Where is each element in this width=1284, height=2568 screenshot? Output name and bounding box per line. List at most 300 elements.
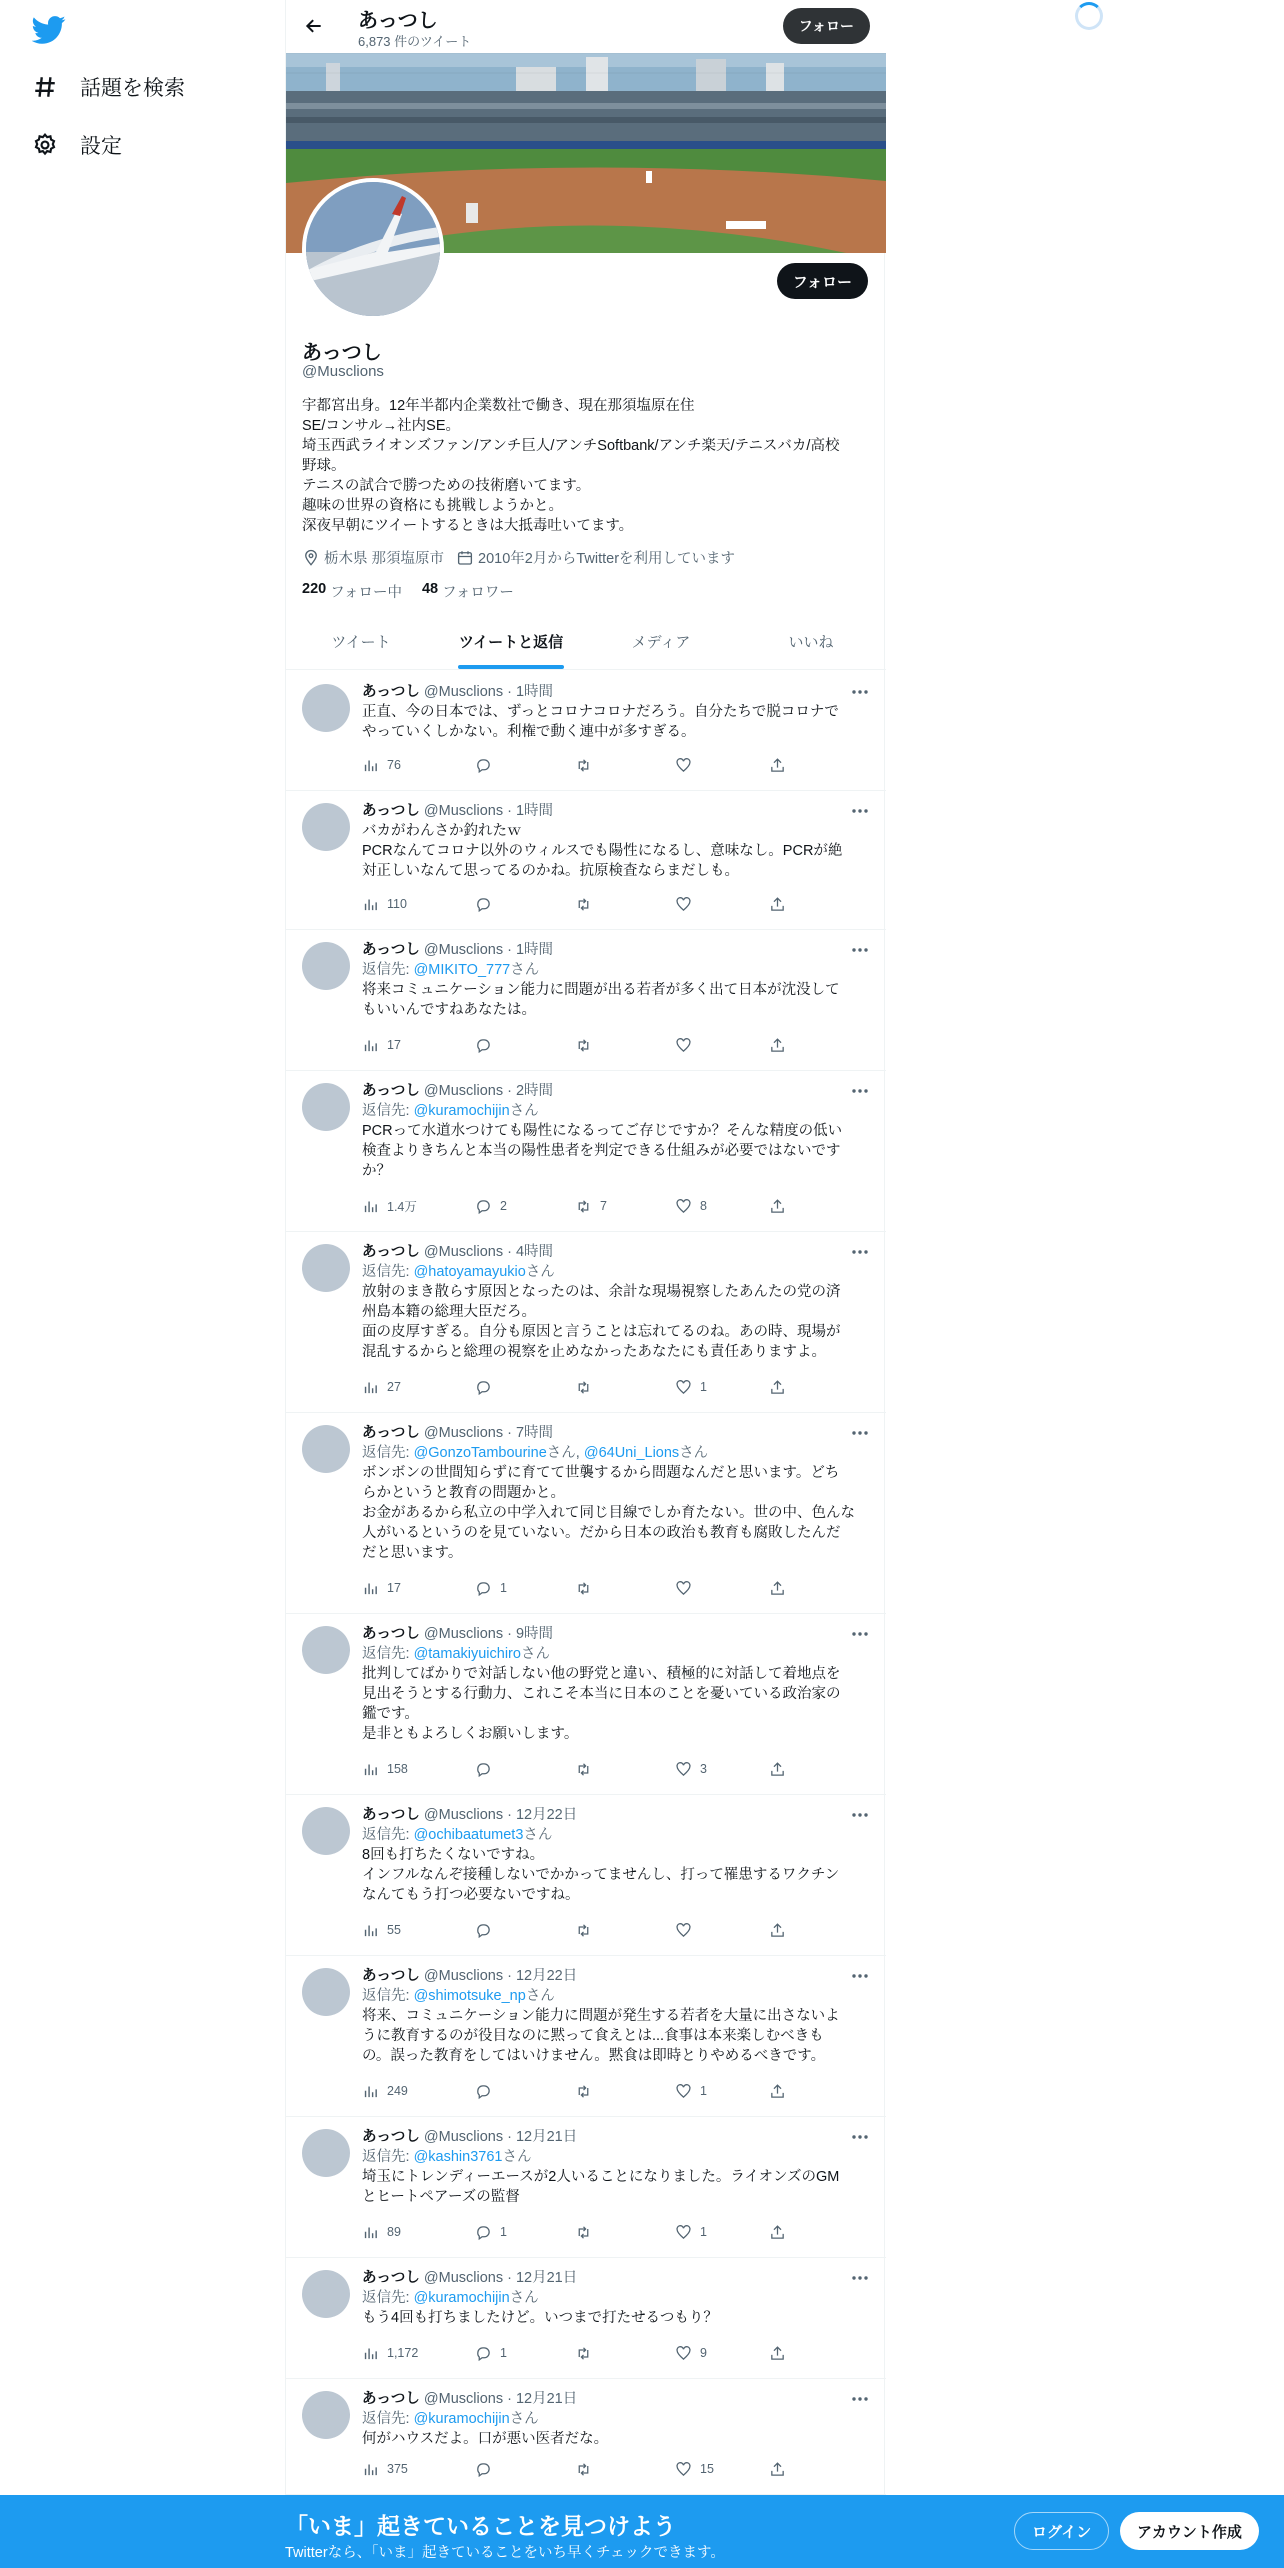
avatar[interactable] [302,1807,350,1855]
tweet-text-line: バカがわんさか釣れたｗ [362,823,522,839]
views-icon [362,1761,387,1778]
bio-line: 趣味の世界の資格にも挑戦しようかと。 [302,498,563,514]
reply-to-suffix: さん [509,2411,539,2427]
heart-icon [675,2224,700,2241]
tweet-actions [362,755,792,775]
tweet-text [362,1282,870,1362]
bio-line: 埼玉西武ライオンズファン/アンチ巨人/アンチSoftbank/アンチ楽天/テニスバカ/高校 [302,438,840,454]
views-count: 375 [387,2462,408,2476]
tweet[interactable] [286,2117,886,2258]
views-icon [362,1922,387,1939]
profile-meta [302,547,735,568]
tweet-author-name[interactable]: あっつし [362,1083,420,1099]
tweet-body [362,682,870,742]
reply-to-mention[interactable]: @MIKITO_777 [413,962,511,978]
views-button[interactable] [362,2222,401,2242]
tweet-body [362,1805,870,1905]
tweet-header [362,1805,870,1825]
tweet-text [362,821,870,881]
tweet-text-line: 検査よりきちんと本当の陽性患者を判定できる仕組みが必要ではないです [362,1143,841,1159]
likes-button[interactable] [675,755,700,775]
views-icon [362,757,387,774]
heart-icon [675,1580,700,1597]
reply-to-prefix: 返信先: [362,2149,414,2165]
views-button[interactable] [362,1759,408,1779]
replies-button[interactable] [475,1759,500,1779]
tweet-header [362,801,870,821]
likes-button[interactable] [675,1578,700,1598]
tweet[interactable] [286,672,886,791]
tab-likes[interactable]: いいね [788,634,834,651]
reply-icon [475,2345,500,2362]
tweet-text [362,1463,870,1563]
tweet-handle-time[interactable]: @Musclions · 9時間 [423,1626,554,1642]
avatar[interactable] [302,684,350,732]
share-icon [769,896,794,913]
like-count: 9 [700,2346,707,2360]
tweet-header [362,1081,870,1101]
views-icon [362,896,387,913]
followers-link[interactable] [422,581,514,602]
tweet-actions [362,1035,792,1055]
bio-line: 野球。 [302,458,346,474]
heart-icon [675,2083,700,2100]
retweets-button[interactable] [575,2459,600,2479]
views-icon [362,1379,387,1396]
likes-button[interactable] [675,1759,707,1779]
tweet-text-line: 8回も打ちたくないですね。 [362,1847,545,1863]
tweet-header [362,1624,870,1644]
share-icon [769,1198,794,1215]
share-icon [769,2461,794,2478]
signup-button[interactable]: アカウント作成 [1120,2512,1259,2550]
reply-to-mention[interactable]: @shimotsuke_np [413,1988,526,2004]
reply-to-mention[interactable]: @kuramochijin [413,2290,510,2306]
tweet-body [362,1081,870,1181]
views-icon [362,1037,387,1054]
tweet-author-name[interactable]: あっつし [362,1626,420,1642]
replies-button[interactable] [475,1035,500,1055]
views-button[interactable] [362,1377,401,1397]
views-button[interactable] [362,894,407,914]
views-count: 17 [387,1038,401,1052]
views-count: 1.4万 [387,1200,417,1214]
profile-avatar[interactable] [302,178,444,320]
share-icon [769,1580,794,1597]
tweet-text-line: 見出そうとする行動力、これこそ本当に日本のことを憂いている政治家の [362,1686,841,1702]
tweet-header [362,1966,870,1986]
tweet[interactable] [286,1232,886,1413]
reply-to-suffix: さん [525,1988,555,2004]
tweet-handle-time[interactable]: @Musclions · 1時間 [423,942,554,958]
tweet-text [362,2308,870,2328]
tweet-header [362,2389,870,2409]
reply-to-prefix: 返信先: [362,1264,414,1280]
reply-to-suffix: さん [546,1445,576,1461]
tweet-text [362,2006,870,2066]
heart-icon [675,896,700,913]
reply-icon [475,1379,500,1396]
retweets-button[interactable] [575,1759,600,1779]
share-button[interactable] [769,1377,794,1397]
views-button[interactable] [362,1578,401,1598]
views-icon [362,1580,387,1597]
avatar[interactable] [302,2270,350,2318]
tweet-author-name[interactable]: あっつし [362,942,420,958]
views-icon [362,2224,387,2241]
reply-to-mention[interactable]: @tamakiyuichiro [413,1646,521,1662]
reply-icon [475,1761,500,1778]
reply-to-suffix: さん [679,1445,709,1461]
followers-count: 48 [421,581,439,597]
profile-location: 栃木県 那須塩原市 [324,551,445,567]
tweet-text-line: お金があるから私立の中学入れて同じ目線でしか育たない。世の中、色んな [362,1505,855,1521]
views-count: 110 [387,897,407,911]
likes-button[interactable] [675,2081,707,2101]
tweet-author-name[interactable]: あっつし [362,2270,420,2286]
tweet-text [362,980,870,1020]
tweet-author-name[interactable]: あっつし [362,1425,420,1441]
nav-settings-label: 設定 [80,135,122,158]
reply-to-line [362,1825,870,1845]
tweet-text-line: なんてもう打つ必要ないですね。 [362,1887,580,1903]
avatar[interactable] [302,803,350,851]
bio-line: 深夜早朝にツイートするときは大抵毒吐いてます。 [302,518,634,534]
views-button[interactable] [362,2081,408,2101]
login-button[interactable]: ログイン [1014,2512,1109,2550]
tweet-text [362,2429,870,2449]
tweet-handle-time[interactable]: @Musclions · 1時間 [423,803,554,819]
tweet-text-line: インフルなんぞ接種しないでかかってませんし、打って罹患するワクチン [362,1867,840,1883]
tweet-text-line: 批判してばかりで対話しない他の野党と違い、積極的に対話して着地点を [362,1666,841,1682]
reply-to-suffix: さん [509,2290,539,2306]
retweet-count: 7 [600,1199,607,1213]
replies-button[interactable] [475,2081,500,2101]
reply-to-mention[interactable]: @64Uni_Lions [583,1445,680,1461]
back-button[interactable] [296,8,332,44]
views-count: 55 [387,1923,401,1937]
twitter-logo-icon[interactable] [32,12,66,46]
tweet-text-line: やっていくしかない。利権で動く連中が多すぎる。 [362,724,696,740]
retweets-button[interactable] [575,894,600,914]
tweet-text-line: 人がいるというのを見ていない。だから日本の政治も教育も腐敗したんだ [362,1525,841,1541]
following-label: フォロー中 [330,585,402,601]
reply-count: 1 [500,2225,507,2239]
reply-to-line [362,2288,870,2308]
share-button[interactable] [769,2343,794,2363]
views-button[interactable] [362,2343,418,2363]
like-count: 1 [700,1380,707,1394]
header-follow-button[interactable]: フォロー [783,8,870,44]
share-icon [769,2083,794,2100]
bio-line: SE/コンサル→社内SE。 [302,418,460,434]
likes-button[interactable] [675,2343,707,2363]
likes-button[interactable] [675,1035,700,1055]
views-button[interactable] [362,1920,401,1940]
profile-follow-button[interactable]: フォロー [777,263,868,299]
tweet-text [362,2167,870,2207]
tweet-text-line: 面の皮厚すぎる。自分も原因と言うことは忘れてるのね。あの時、現場が [362,1324,841,1340]
share-icon [769,1922,794,1939]
reply-to-mention[interactable]: @hatoyamayukio [413,1264,526,1280]
reply-icon [475,2083,500,2100]
views-button[interactable] [362,1035,401,1055]
avatar[interactable] [302,2391,350,2439]
reply-icon [475,2461,500,2478]
reply-to-suffix: さん [502,2149,532,2165]
heart-icon [675,1198,700,1215]
like-count: 8 [700,1199,707,1213]
tweet[interactable] [286,1413,886,1614]
tweet-text-line: 州島本籍の総理大臣だろ。 [362,1304,536,1320]
reply-to-mention[interactable]: @kuramochijin [413,1103,510,1119]
tweet-text-line: 将来、コミュニケーション能力に問題が発生する若者を大量に出さないよ [362,2008,840,2024]
tweet-body [362,2127,870,2207]
profile-name: あっつし [302,342,382,364]
signup-banner-subtitle: Twitterなら、「いま」起きていることをいち早くチェックできます。 [285,2545,725,2561]
replies-button[interactable] [475,755,500,775]
tweet-author-name[interactable]: あっつし [362,803,420,819]
reply-icon [475,1037,500,1054]
views-count: 89 [387,2225,401,2239]
tweet-author-name[interactable]: あっつし [362,1244,420,1260]
retweet-icon [575,2461,600,2478]
retweets-button[interactable] [575,1578,600,1598]
likes-button[interactable] [675,894,700,914]
replies-button[interactable] [475,894,500,914]
retweets-button[interactable] [575,1035,600,1055]
share-icon [769,2224,794,2241]
views-icon [362,2083,387,2100]
reply-to-mention[interactable]: @GonzoTambourine [413,1445,547,1461]
profile-joined: 2010年2月からTwitterを利用しています [478,551,736,567]
views-count: 76 [387,758,401,772]
tweet-text-line: とヒートペアーズの監督 [362,2189,520,2205]
views-count: 27 [387,1380,401,1394]
share-button[interactable] [769,1578,794,1598]
reply-to-prefix: 返信先: [362,1445,414,1461]
tweet-handle-time[interactable]: @Musclions · 12月21日 [423,2270,578,2286]
tweet-handle-time[interactable]: @Musclions · 1時間 [423,684,554,700]
profile-handle: @Musclions [302,363,384,380]
replies-button[interactable] [475,1920,500,1940]
heart-icon [675,2461,700,2478]
tweet-text-line: 放射のまき散らす原因となったのは、余計な現場視察したあんたの党の済 [362,1284,841,1300]
retweets-button[interactable] [575,1196,607,1216]
tweet-actions [362,2081,792,2101]
reply-to-mention[interactable]: @kashin3761 [413,2149,503,2165]
avatar[interactable] [302,1244,350,1292]
tweet[interactable] [286,2258,886,2379]
reply-to-prefix: 返信先: [362,1646,414,1662]
reply-to-line [362,1986,870,2006]
retweets-button[interactable] [575,2343,600,2363]
tweet-header [362,1242,870,1262]
retweet-icon [575,757,600,774]
tweet-text-line: ボンボンの世間知らずに育てて世襲するから問題なんだと思います。どち [362,1465,840,1481]
reply-count: 2 [500,1199,507,1213]
heart-icon [675,757,700,774]
avatar[interactable] [302,2129,350,2177]
views-icon [362,2345,387,2362]
reply-to-mention[interactable]: @ochibaatumet3 [413,1827,524,1843]
share-button[interactable] [769,1035,794,1055]
nav-explore[interactable] [32,65,185,109]
reply-to-line: 返信先: @GonzoTambourineさん, @64Uni_Lionsさん [362,1445,709,1461]
tweet-text-line: 埼玉にトレンディーエースが2人いることになりました。ライオンズのGM [362,2169,840,2185]
tweet-text-line: うに教育するのが役目なのに黙って食えとは...食事は本来楽しむべきも [362,2028,824,2044]
tweet-author-name[interactable]: あっつし [362,2129,420,2145]
tweet-actions [362,2222,792,2242]
replies-button[interactable] [475,1578,507,1598]
share-icon [769,757,794,774]
views-button[interactable] [362,755,401,775]
tab-tweets[interactable]: ツイート [331,634,391,651]
likes-button[interactable] [675,2459,714,2479]
reply-icon [475,2224,500,2241]
retweets-button[interactable] [575,2222,600,2242]
bio-line: 宇都宮出身。12年半都内企業数社で働き、現在那須塩原在住 [302,398,695,414]
views-icon [362,2461,387,2478]
tweet-text-line: の。誤った教育をしてはいけません。黙食は即時とりやめるべきです。 [362,2048,826,2064]
reply-icon [475,896,500,913]
like-count: 15 [700,2462,714,2476]
views-button[interactable] [362,1196,417,1216]
tweet-author-name[interactable]: あっつし [362,684,420,700]
likes-button[interactable] [675,1920,700,1940]
tab-media[interactable]: メディア [631,634,691,651]
reply-to-line [362,1644,870,1664]
share-button[interactable] [769,1759,794,1779]
calendar-icon [456,549,474,567]
tab-tweets-and-replies[interactable]: ツイートと返信 [436,614,586,669]
tweet-handle-time[interactable]: @Musclions · 12月22日 [423,1807,578,1823]
share-icon [769,1037,794,1054]
avatar[interactable] [302,1425,350,1473]
avatar[interactable] [302,1626,350,1674]
following-link[interactable] [302,581,402,602]
profile-tabs [286,614,886,670]
tweet-actions [362,1759,792,1779]
tweet-handle-time[interactable]: @Musclions · 2時間 [423,1083,554,1099]
reply-count: 1 [500,1581,507,1595]
tweet-body [362,2389,870,2449]
tweet-handle-time[interactable]: @Musclions · 12月22日 [423,1968,578,1984]
tweet-author-name[interactable]: あっつし [362,1807,420,1823]
views-count: 249 [387,2084,408,2098]
share-icon [769,2345,794,2362]
replies-button[interactable] [475,1196,507,1216]
tweet-text-line: か？ [362,1163,391,1179]
profile-header-bar [286,0,886,53]
avatar[interactable] [302,1968,350,2016]
share-button[interactable] [769,1920,794,1940]
reply-to-suffix: さん [523,1827,553,1843]
arrow-left-icon [304,16,324,36]
tweet[interactable] [286,1614,886,1795]
retweets-button[interactable] [575,1377,600,1397]
reply-to-line [362,960,870,980]
tweet[interactable] [286,2379,886,2495]
tweet[interactable] [286,791,886,930]
tweet-text-line: 是非ともよろしくお願いします。 [362,1726,579,1742]
tweet-handle-time[interactable]: @Musclions · 12月21日 [423,2129,578,2145]
tweet[interactable] [286,1956,886,2117]
tweet-handle-time[interactable]: @Musclions · 4時間 [423,1244,554,1260]
tweet-actions [362,1196,792,1216]
replies-button[interactable] [475,2459,500,2479]
tweet[interactable] [286,1071,886,1232]
share-button[interactable] [769,2081,794,2101]
likes-button[interactable] [675,1377,707,1397]
tweet[interactable] [286,1795,886,1956]
header-tweet-count: 6,873 件のツイート [358,34,472,49]
likes-button[interactable] [675,1196,707,1216]
likes-button[interactable] [675,2222,707,2242]
replies-button[interactable] [475,2222,507,2242]
avatar[interactable] [302,942,350,990]
profile-bio [302,396,872,536]
views-button[interactable] [362,2459,408,2479]
share-button[interactable] [769,1196,794,1216]
like-count: 1 [700,2225,707,2239]
retweet-icon [575,1037,600,1054]
retweets-button[interactable] [575,2081,600,2101]
replies-button[interactable] [475,1377,500,1397]
tweet-handle-time[interactable]: @Musclions · 12月21日 [423,2391,578,2407]
heart-icon [675,1761,700,1778]
replies-button[interactable] [475,2343,507,2363]
tweet-handle-time[interactable]: @Musclions · 7時間 [423,1425,554,1441]
retweets-button[interactable] [575,755,600,775]
tweet-text-line: 何がハウスだよ。口が悪い医者だな。 [362,2431,609,2447]
tweet-author-name[interactable]: あっつし [362,1968,420,1984]
avatar[interactable] [302,1083,350,1131]
views-count: 17 [387,1581,401,1595]
heart-icon [675,1922,700,1939]
tweet-text-line: 鑑です。 [362,1706,419,1722]
tweet-author-name[interactable]: あっつし [362,2391,420,2407]
tweet-text [362,1121,870,1181]
share-icon [769,1761,794,1778]
tweet-body [362,1624,870,1744]
reply-to-line [362,2147,870,2167]
tweet-text-line: PCRって水道水つけても陽性になるってご存じですか？そんな精度の低い [362,1123,843,1139]
tweet[interactable] [286,930,886,1071]
share-button[interactable] [769,755,794,775]
share-button[interactable] [769,2459,794,2479]
nav-settings[interactable] [32,123,122,167]
heart-icon [675,1379,700,1396]
tweet-body [362,1242,870,1362]
tweet-text-line: 将来コミュニケーション能力に問題が出る若者が多く出て日本が沈没して [362,982,840,998]
share-button[interactable] [769,894,794,914]
retweet-icon [575,1922,600,1939]
nav-explore-label: 話題を検索 [80,77,185,100]
retweets-button[interactable] [575,1920,600,1940]
reply-to-suffix: さん [509,1103,539,1119]
bio-line: テニスの試合で勝つための技術磨いてます。 [302,478,591,494]
reply-to-mention[interactable]: @kuramochijin [413,2411,510,2427]
share-button[interactable] [769,2222,794,2242]
gear-icon [32,132,58,158]
tweet-body [362,940,870,1020]
heart-icon [675,1037,700,1054]
tweet-text-line: 対正しいなんて思ってるのかね。抗原検査ならまだしも。 [362,863,739,879]
tweet-text-line: らかというと教育の問題かと。 [362,1485,565,1501]
reply-to-suffix: さん [525,1264,555,1280]
reply-to-suffix: さん [520,1646,550,1662]
